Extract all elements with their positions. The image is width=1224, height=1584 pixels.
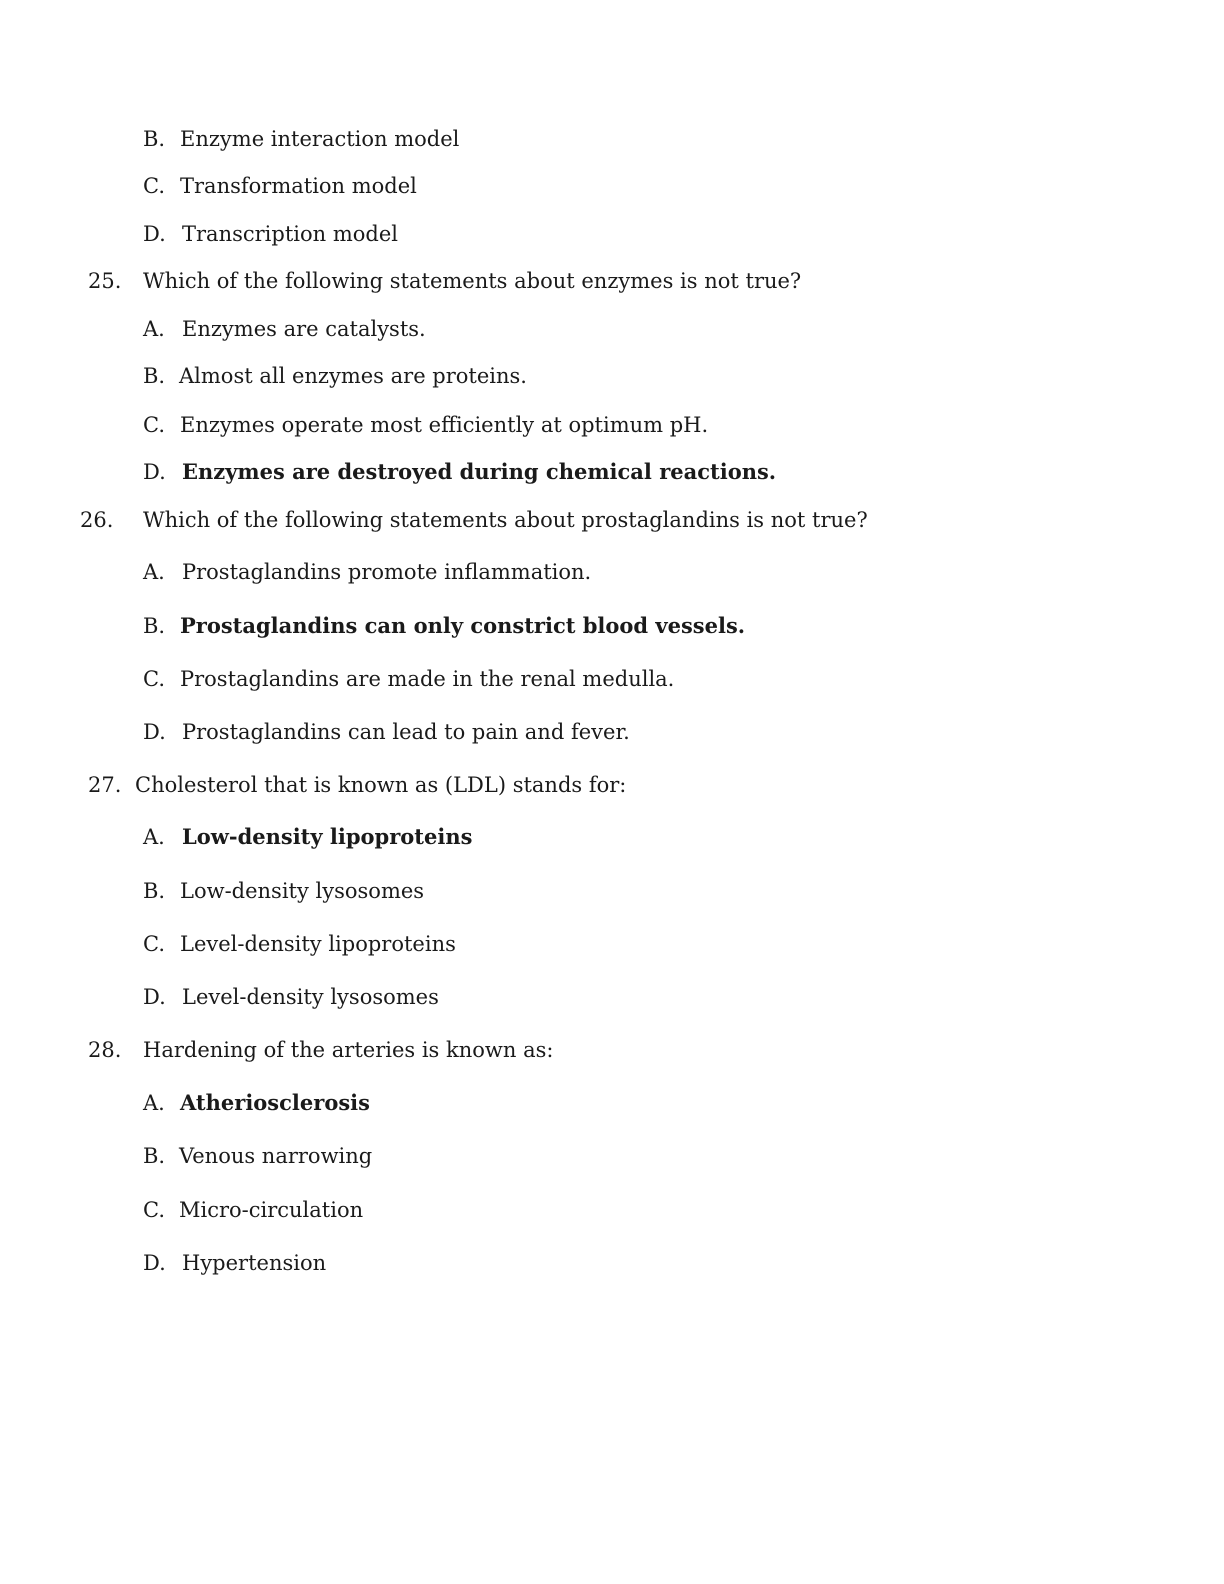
correct-answer-text: Atheriosclerosis xyxy=(180,1090,370,1115)
option-letter: B. xyxy=(143,614,166,638)
option-text: Almost all enzymes are proteins. xyxy=(179,364,527,388)
question-text: Hardening of the arteries is known as: xyxy=(143,1038,554,1062)
option-text: Venous narrowing xyxy=(179,1144,373,1168)
option-letter: D. xyxy=(143,720,166,744)
option-letter: C. xyxy=(143,1198,165,1222)
option-letter: C. xyxy=(143,667,165,691)
option-letter: C. xyxy=(143,932,165,956)
option-text: Level-density lipoproteins xyxy=(180,932,456,956)
option-text: Prostaglandins can lead to pain and fever. xyxy=(182,720,630,744)
option-text: Enzymes operate most efficiently at optimum pH. xyxy=(180,413,709,437)
option-text: Hypertension xyxy=(182,1251,327,1275)
question-number: 25. xyxy=(88,269,122,293)
question-text: Which of the following statements about prostaglandins is not true? xyxy=(143,508,868,532)
option-letter: D. xyxy=(143,1251,166,1275)
option-text: Level-density lysosomes xyxy=(182,985,439,1009)
option-text: Prostaglandins promote inflammation. xyxy=(182,560,592,584)
option-letter: D. xyxy=(143,460,166,484)
question-number: 28. xyxy=(88,1038,122,1062)
correct-answer-text: Enzymes are destroyed during chemical reactions. xyxy=(182,459,777,484)
option-text: Transcription model xyxy=(182,222,398,246)
option-letter: D. xyxy=(143,985,166,1009)
option-text: Transformation model xyxy=(180,174,417,198)
option-text: Prostaglandins are made in the renal medulla. xyxy=(180,667,675,691)
option-text: Micro-circulation xyxy=(179,1198,364,1222)
option-text: Enzyme interaction model xyxy=(180,127,460,151)
question-number: 27. xyxy=(88,773,122,797)
option-letter: B. xyxy=(143,364,166,388)
correct-answer-text: Prostaglandins can only constrict blood vessels. xyxy=(180,613,746,638)
option-letter: D. xyxy=(143,222,166,246)
option-letter: B. xyxy=(143,879,166,903)
option-letter: C. xyxy=(143,413,165,437)
question-text: Cholesterol that is known as (LDL) stands for: xyxy=(135,773,627,797)
option-letter: A. xyxy=(143,317,165,341)
option-text: Enzymes are catalysts. xyxy=(182,317,426,341)
option-letter: C. xyxy=(143,174,165,198)
question-text: Which of the following statements about enzymes is not true? xyxy=(143,269,802,293)
option-letter: A. xyxy=(143,1091,165,1115)
correct-answer-text: Low-density lipoproteins xyxy=(182,824,473,849)
question-number: 26. xyxy=(80,508,114,532)
option-letter: A. xyxy=(143,560,165,584)
option-letter: A. xyxy=(143,825,165,849)
option-letter: B. xyxy=(143,127,166,151)
option-text: Low-density lysosomes xyxy=(180,879,425,903)
option-letter: B. xyxy=(143,1144,166,1168)
